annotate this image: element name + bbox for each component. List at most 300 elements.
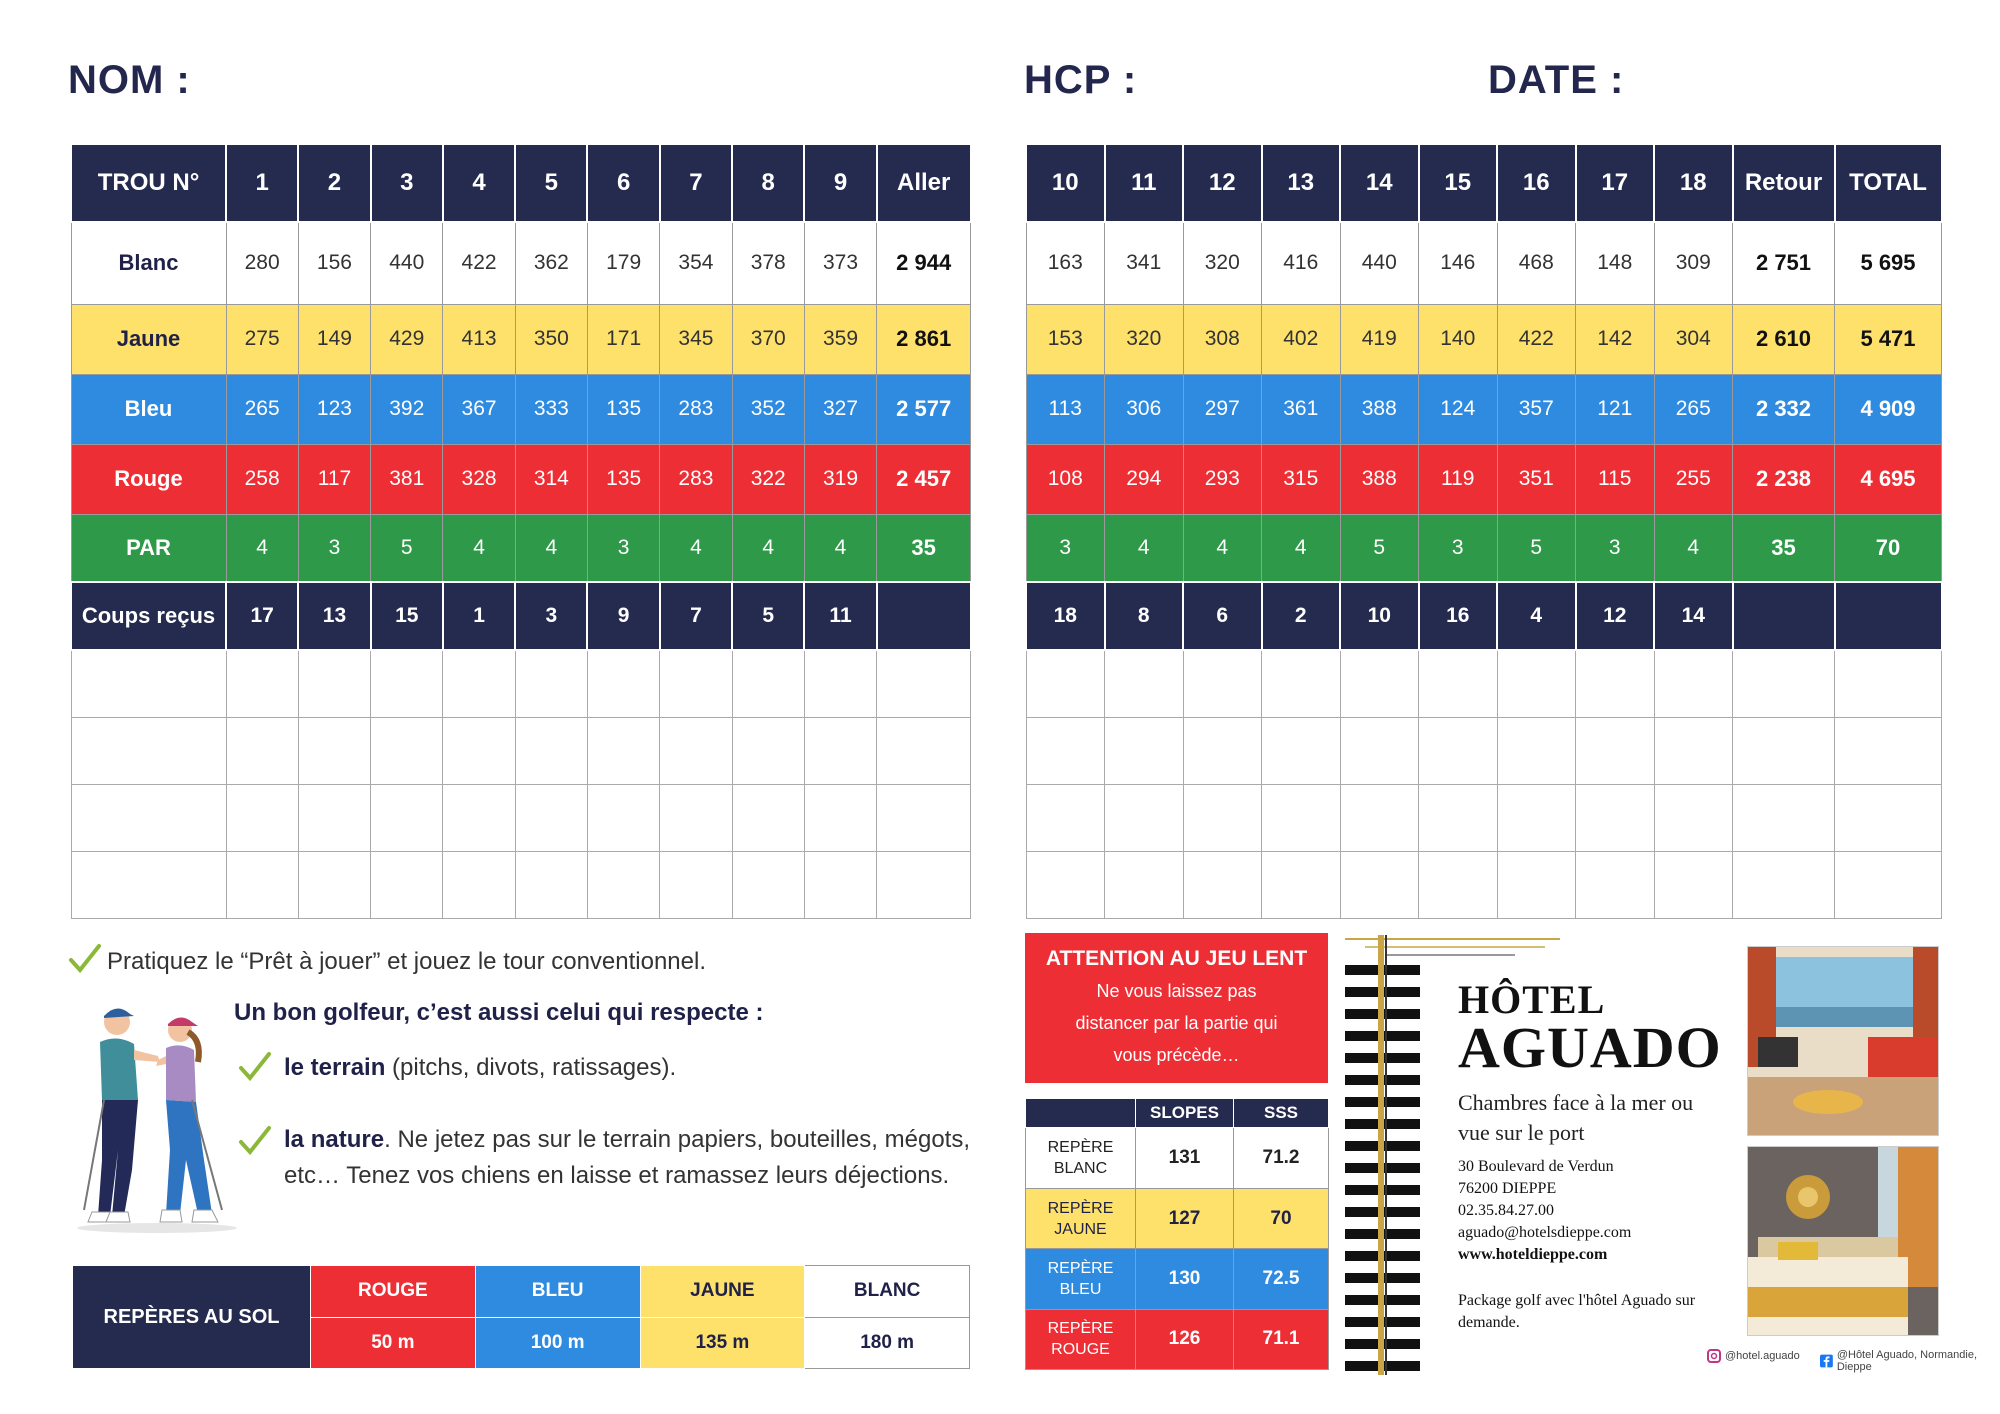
score-entry-cell[interactable] [1026, 650, 1105, 717]
rouge-cell: 328 [443, 444, 515, 514]
coups-cell: 9 [587, 582, 659, 650]
jaune-cell: 142 [1576, 304, 1655, 374]
rouge-cell: 314 [515, 444, 587, 514]
score-entry-cell[interactable] [1835, 784, 1942, 851]
score-entry-cell[interactable] [804, 784, 876, 851]
jaune-cell: 2 610 [1733, 304, 1835, 374]
tip-terrain: le terrain (pitchs, divots, ratissages). [284, 1054, 677, 1081]
slope-row-label: REPÈRE BLANC [1026, 1128, 1136, 1188]
coups-cell [877, 582, 971, 650]
bleu-cell: 361 [1262, 374, 1341, 444]
slow-play-warning [1025, 933, 1328, 1083]
hole-header-cell: 9 [804, 144, 876, 222]
jaune-cell: 275 [226, 304, 298, 374]
jaune-cell: 350 [515, 304, 587, 374]
coups-cell: Coups reçus [71, 582, 226, 650]
score-entry-cell[interactable] [298, 851, 370, 918]
score-entry-cell[interactable] [1497, 784, 1576, 851]
par-cell: 4 [1262, 514, 1341, 582]
coups-cell: 16 [1419, 582, 1498, 650]
rouge-cell: 117 [298, 444, 370, 514]
score-entry-cell[interactable] [1105, 851, 1184, 918]
score-entry-cell[interactable] [587, 784, 659, 851]
bleu-cell: Bleu [71, 374, 226, 444]
score-entry-cell[interactable] [804, 650, 876, 717]
score-entry-cell[interactable] [1654, 851, 1733, 918]
jaune-row [71, 304, 971, 374]
blanc-cell: 362 [515, 222, 587, 304]
coups-cell: 17 [226, 582, 298, 650]
hole-header-cell: 7 [660, 144, 732, 222]
rouge-cell: 115 [1576, 444, 1655, 514]
score-entry-cell[interactable] [1835, 650, 1942, 717]
bleu-cell: 333 [515, 374, 587, 444]
score-entry-cell[interactable] [226, 851, 298, 918]
par-cell: PAR [71, 514, 226, 582]
par-cell: 5 [1497, 514, 1576, 582]
score-entry-cell[interactable] [71, 784, 226, 851]
coups-cell: 1 [443, 582, 515, 650]
par-row [71, 514, 971, 582]
jaune-cell: 402 [1262, 304, 1341, 374]
coups-cell: 14 [1654, 582, 1733, 650]
score-entry-cell[interactable] [443, 851, 515, 918]
hole-header-cell: 8 [732, 144, 804, 222]
blanc-cell: 146 [1419, 222, 1498, 304]
score-entry-cell[interactable] [1026, 851, 1105, 918]
score-entry-cell[interactable] [1835, 717, 1942, 784]
score-entry-cell[interactable] [71, 650, 226, 717]
score-entry-cell[interactable] [1733, 717, 1835, 784]
coups-cell: 13 [298, 582, 370, 650]
coups-cell: 2 [1262, 582, 1341, 650]
bleu-cell: 392 [371, 374, 443, 444]
par-cell: 5 [371, 514, 443, 582]
coups-cell: 7 [660, 582, 732, 650]
score-entry-cell[interactable] [1419, 784, 1498, 851]
score-entry-cell[interactable] [587, 851, 659, 918]
score-entry-row [1026, 784, 1942, 851]
hole-header-cell: 16 [1497, 144, 1576, 222]
rouge-cell: 119 [1419, 444, 1498, 514]
blanc-cell: 179 [587, 222, 659, 304]
score-entry-cell[interactable] [732, 717, 804, 784]
hole-header-cell: 11 [1105, 144, 1184, 222]
par-cell: 4 [515, 514, 587, 582]
score-entry-cell[interactable] [1183, 717, 1262, 784]
jaune-cell: 413 [443, 304, 515, 374]
par-cell: 3 [587, 514, 659, 582]
rouge-cell: 388 [1340, 444, 1419, 514]
rouge-row [1026, 444, 1942, 514]
rouge-cell: Rouge [71, 444, 226, 514]
jaune-cell: 345 [660, 304, 732, 374]
rouge-cell: 2 238 [1733, 444, 1835, 514]
score-entry-row [1026, 650, 1942, 717]
score-entry-cell[interactable] [660, 717, 732, 784]
score-entry-cell[interactable] [1183, 784, 1262, 851]
score-entry-cell[interactable] [1419, 851, 1498, 918]
score-entry-cell[interactable] [1733, 784, 1835, 851]
par-cell: 4 [226, 514, 298, 582]
hole-header-row [71, 144, 971, 222]
score-entry-cell[interactable] [226, 650, 298, 717]
blanc-cell: 341 [1105, 222, 1184, 304]
coups-cell: 10 [1340, 582, 1419, 650]
score-entry-cell[interactable] [1835, 851, 1942, 918]
score-entry-cell[interactable] [71, 717, 226, 784]
blanc-cell: 2 751 [1733, 222, 1835, 304]
score-entry-cell[interactable] [1419, 717, 1498, 784]
slope-row-label: REPÈRE ROUGE [1026, 1309, 1136, 1369]
hole-header-cell: 3 [371, 144, 443, 222]
slopes-table [1025, 1098, 1329, 1370]
par-cell: 70 [1835, 514, 1942, 582]
bleu-cell: 2 577 [877, 374, 971, 444]
score-entry-cell[interactable] [1654, 784, 1733, 851]
hole-header-cell: 10 [1026, 144, 1105, 222]
blanc-cell: 422 [443, 222, 515, 304]
bleu-cell: 121 [1576, 374, 1655, 444]
score-entry-cell[interactable] [732, 784, 804, 851]
jaune-cell: 149 [298, 304, 370, 374]
par-cell: 4 [1183, 514, 1262, 582]
score-entry-cell[interactable] [1105, 717, 1184, 784]
score-entry-cell[interactable] [1576, 650, 1655, 717]
slope-value: 130 [1136, 1249, 1234, 1309]
hole-header-cell: TROU N° [71, 144, 226, 222]
score-entry-cell[interactable] [1497, 717, 1576, 784]
coups-row [71, 582, 971, 650]
rouge-cell: 2 457 [877, 444, 971, 514]
score-entry-cell[interactable] [877, 650, 971, 717]
rouge-cell: 4 695 [1835, 444, 1942, 514]
score-entry-cell[interactable] [1340, 851, 1419, 918]
coups-cell: 5 [732, 582, 804, 650]
score-entry-cell[interactable] [660, 851, 732, 918]
score-entry-cell[interactable] [443, 717, 515, 784]
bleu-cell: 123 [298, 374, 370, 444]
blanc-cell: 156 [298, 222, 370, 304]
hole-header-cell: 14 [1340, 144, 1419, 222]
bleu-cell: 388 [1340, 374, 1419, 444]
score-entry-cell[interactable] [371, 784, 443, 851]
hotel-room-photo [1747, 946, 1939, 1136]
bleu-cell: 265 [1654, 374, 1733, 444]
nom-label: NOM : [68, 58, 191, 102]
jaune-cell: 419 [1340, 304, 1419, 374]
hotel-bedroom-photo [1747, 1146, 1939, 1336]
slow-play-message: Ne vous laissez pas distancer par la partie qui vous précède… [1075, 981, 1278, 1065]
slopes-header: SLOPES [1136, 1099, 1234, 1128]
bleu-cell: 265 [226, 374, 298, 444]
score-entry-cell[interactable] [587, 717, 659, 784]
coups-cell: 3 [515, 582, 587, 650]
blanc-cell: 2 944 [877, 222, 971, 304]
jaune-cell: 320 [1105, 304, 1184, 374]
back-nine-scorecard [1025, 143, 1943, 919]
instagram-label: @hotel.aguado [1725, 1350, 1800, 1362]
par-cell: 4 [732, 514, 804, 582]
repere-color: BLANC [805, 1266, 970, 1318]
facebook-icon [1820, 1354, 1833, 1368]
par-cell: 4 [804, 514, 876, 582]
par-cell: 5 [1340, 514, 1419, 582]
slopes-corner [1026, 1099, 1136, 1128]
bleu-cell: 327 [804, 374, 876, 444]
score-entry-cell[interactable] [1340, 717, 1419, 784]
score-entry-row [71, 851, 971, 918]
blanc-cell: 440 [1340, 222, 1419, 304]
bleu-row [71, 374, 971, 444]
jaune-cell: 171 [587, 304, 659, 374]
slope-row-label: REPÈRE BLEU [1026, 1249, 1136, 1309]
hole-header-cell: Retour [1733, 144, 1835, 222]
score-entry-cell[interactable] [1105, 784, 1184, 851]
score-entry-cell[interactable] [443, 784, 515, 851]
score-entry-cell[interactable] [1262, 851, 1341, 918]
hole-header-cell: 17 [1576, 144, 1655, 222]
hole-header-cell: Aller [877, 144, 971, 222]
score-entry-cell[interactable] [660, 784, 732, 851]
slow-play-title: ATTENTION AU JEU LENT [1045, 947, 1308, 970]
rouge-row [71, 444, 971, 514]
rouge-cell: 108 [1026, 444, 1105, 514]
tip-subtitle: Un bon golfeur, c’est aussi celui qui respecte : [234, 999, 764, 1026]
jaune-cell: 422 [1497, 304, 1576, 374]
rouge-cell: 381 [371, 444, 443, 514]
score-entry-cell[interactable] [1026, 784, 1105, 851]
bleu-cell: 306 [1105, 374, 1184, 444]
bleu-cell: 113 [1026, 374, 1105, 444]
score-entry-cell[interactable] [1262, 717, 1341, 784]
score-entry-cell[interactable] [1340, 650, 1419, 717]
rouge-cell: 319 [804, 444, 876, 514]
facebook-handle[interactable] [1820, 1349, 2000, 1373]
score-entry-cell[interactable] [1419, 650, 1498, 717]
instagram-handle[interactable] [1707, 1349, 1800, 1363]
score-entry-cell[interactable] [804, 851, 876, 918]
score-entry-cell[interactable] [587, 650, 659, 717]
blanc-cell: 468 [1497, 222, 1576, 304]
score-entry-row [1026, 717, 1942, 784]
score-entry-cell[interactable] [1183, 851, 1262, 918]
score-entry-cell[interactable] [1733, 851, 1835, 918]
score-entry-cell[interactable] [1576, 851, 1655, 918]
hotel-name: AGUADO [1458, 1015, 1722, 1080]
score-entry-cell[interactable] [515, 851, 587, 918]
slope-row-label: REPÈRE JAUNE [1026, 1188, 1136, 1248]
blanc-cell: 309 [1654, 222, 1733, 304]
coups-cell: 15 [371, 582, 443, 650]
facebook-label: @Hôtel Aguado, Normandie, Dieppe [1836, 1349, 1978, 1373]
hole-header-cell: 15 [1419, 144, 1498, 222]
hcp-label: HCP : [1024, 58, 1138, 102]
blanc-row [1026, 222, 1942, 304]
jaune-cell: 140 [1419, 304, 1498, 374]
sss-value: 71.2 [1234, 1128, 1329, 1188]
repere-distance: 50 m [311, 1317, 476, 1369]
sss-value: 71.1 [1234, 1309, 1329, 1369]
hole-header-cell: 13 [1262, 144, 1341, 222]
blanc-cell: 378 [732, 222, 804, 304]
checkmark-icon [68, 942, 102, 976]
hotel-name-top: HÔTEL [1458, 977, 1606, 1022]
par-cell: 3 [298, 514, 370, 582]
score-entry-cell[interactable] [1340, 784, 1419, 851]
score-entry-cell[interactable] [443, 650, 515, 717]
hole-header-cell: 18 [1654, 144, 1733, 222]
hole-header-cell: 12 [1183, 144, 1262, 222]
coups-cell: 12 [1576, 582, 1655, 650]
reperes-au-sol-table [72, 1265, 970, 1369]
tip-ready-golf: Pratiquez le “Prêt à jouer” et jouez le tour conventionnel. [107, 948, 707, 975]
slope-value: 131 [1136, 1128, 1234, 1188]
bleu-cell: 124 [1419, 374, 1498, 444]
rouge-cell: 322 [732, 444, 804, 514]
hotel-address-2: 76200 DIEPPE [1458, 1180, 1557, 1197]
score-entry-row [71, 717, 971, 784]
hotel-tagline: Chambres face à la mer ou vue sur le port [1458, 1090, 1694, 1145]
blanc-cell: Blanc [71, 222, 226, 304]
score-entry-cell[interactable] [660, 650, 732, 717]
blanc-cell: 148 [1576, 222, 1655, 304]
hole-header-cell: 2 [298, 144, 370, 222]
score-entry-cell[interactable] [298, 717, 370, 784]
date-label: DATE : [1488, 58, 1625, 102]
score-entry-cell[interactable] [804, 717, 876, 784]
rouge-cell: 258 [226, 444, 298, 514]
hotel-email[interactable]: aguado@hotelsdieppe.com [1458, 1224, 1632, 1241]
score-entry-cell[interactable] [877, 717, 971, 784]
rouge-cell: 293 [1183, 444, 1262, 514]
hotel-website[interactable]: www.hoteldieppe.com [1458, 1246, 1608, 1263]
bleu-cell: 357 [1497, 374, 1576, 444]
bleu-cell: 4 909 [1835, 374, 1942, 444]
hole-header-cell: 1 [226, 144, 298, 222]
sss-header: SSS [1234, 1099, 1329, 1128]
bleu-row [1026, 374, 1942, 444]
sss-value: 70 [1234, 1188, 1329, 1248]
hole-header-cell: TOTAL [1835, 144, 1942, 222]
blanc-row [71, 222, 971, 304]
slope-value: 127 [1136, 1188, 1234, 1248]
score-entry-cell[interactable] [371, 851, 443, 918]
rouge-cell: 135 [587, 444, 659, 514]
hotel-address-1: 30 Boulevard de Verdun [1458, 1158, 1614, 1175]
hole-header-cell: 6 [587, 144, 659, 222]
rouge-cell: 255 [1654, 444, 1733, 514]
score-entry-cell[interactable] [1183, 650, 1262, 717]
jaune-cell: 153 [1026, 304, 1105, 374]
rouge-cell: 351 [1497, 444, 1576, 514]
score-entry-row [71, 650, 971, 717]
blanc-cell: 5 695 [1835, 222, 1942, 304]
score-entry-cell[interactable] [515, 650, 587, 717]
par-cell: 4 [1105, 514, 1184, 582]
jaune-row [1026, 304, 1942, 374]
repere-distance: 100 m [475, 1317, 640, 1369]
score-entry-cell[interactable] [1576, 784, 1655, 851]
score-entry-cell[interactable] [877, 784, 971, 851]
hotel-package: Package golf avec l'hôtel Aguado sur demande. [1458, 1292, 1696, 1331]
score-entry-cell[interactable] [732, 650, 804, 717]
rouge-cell: 315 [1262, 444, 1341, 514]
coups-cell: 8 [1105, 582, 1184, 650]
score-entry-cell[interactable] [371, 717, 443, 784]
score-entry-cell[interactable] [1497, 650, 1576, 717]
bleu-cell: 297 [1183, 374, 1262, 444]
hotel-phone: 02.35.84.27.00 [1458, 1202, 1554, 1219]
score-entry-cell[interactable] [1733, 650, 1835, 717]
hole-header-cell: 4 [443, 144, 515, 222]
par-cell: 35 [1733, 514, 1835, 582]
blanc-cell: 163 [1026, 222, 1105, 304]
score-entry-cell[interactable] [1654, 650, 1733, 717]
coups-cell: 6 [1183, 582, 1262, 650]
golfers-illustration [62, 1000, 252, 1235]
score-entry-cell[interactable] [1654, 717, 1733, 784]
score-entry-cell[interactable] [298, 650, 370, 717]
score-entry-cell[interactable] [877, 851, 971, 918]
coups-row [1026, 582, 1942, 650]
sss-value: 72.5 [1234, 1249, 1329, 1309]
par-cell: 35 [877, 514, 971, 582]
score-entry-cell[interactable] [515, 717, 587, 784]
bleu-cell: 367 [443, 374, 515, 444]
bleu-cell: 352 [732, 374, 804, 444]
coups-cell [1835, 582, 1942, 650]
score-entry-row [71, 784, 971, 851]
jaune-cell: 5 471 [1835, 304, 1942, 374]
repere-color: JAUNE [640, 1266, 805, 1318]
par-cell: 3 [1576, 514, 1655, 582]
score-entry-cell[interactable] [1105, 650, 1184, 717]
score-entry-cell[interactable] [515, 784, 587, 851]
hole-header-cell: 5 [515, 144, 587, 222]
score-entry-cell[interactable] [298, 784, 370, 851]
jaune-cell: 308 [1183, 304, 1262, 374]
score-entry-cell[interactable] [371, 650, 443, 717]
hole-header-row [1026, 144, 1942, 222]
bleu-cell: 135 [587, 374, 659, 444]
repere-color: BLEU [475, 1266, 640, 1318]
score-entry-cell[interactable] [1262, 650, 1341, 717]
blanc-cell: 416 [1262, 222, 1341, 304]
score-entry-cell[interactable] [1026, 717, 1105, 784]
score-entry-cell[interactable] [226, 784, 298, 851]
jaune-cell: Jaune [71, 304, 226, 374]
score-entry-cell[interactable] [732, 851, 804, 918]
score-entry-cell[interactable] [1262, 784, 1341, 851]
rouge-cell: 283 [660, 444, 732, 514]
reperes-au-sol-title: REPÈRES AU SOL [73, 1266, 311, 1369]
instagram-icon [1707, 1349, 1721, 1363]
blanc-cell: 373 [804, 222, 876, 304]
coups-cell: 18 [1026, 582, 1105, 650]
par-cell: 3 [1026, 514, 1105, 582]
par-cell: 4 [660, 514, 732, 582]
repere-color: ROUGE [311, 1266, 476, 1318]
jaune-cell: 429 [371, 304, 443, 374]
score-entry-cell[interactable] [1576, 717, 1655, 784]
blanc-cell: 440 [371, 222, 443, 304]
coups-cell: 11 [804, 582, 876, 650]
jaune-cell: 359 [804, 304, 876, 374]
score-entry-cell[interactable] [71, 851, 226, 918]
score-entry-cell[interactable] [226, 717, 298, 784]
score-entry-cell[interactable] [1497, 851, 1576, 918]
